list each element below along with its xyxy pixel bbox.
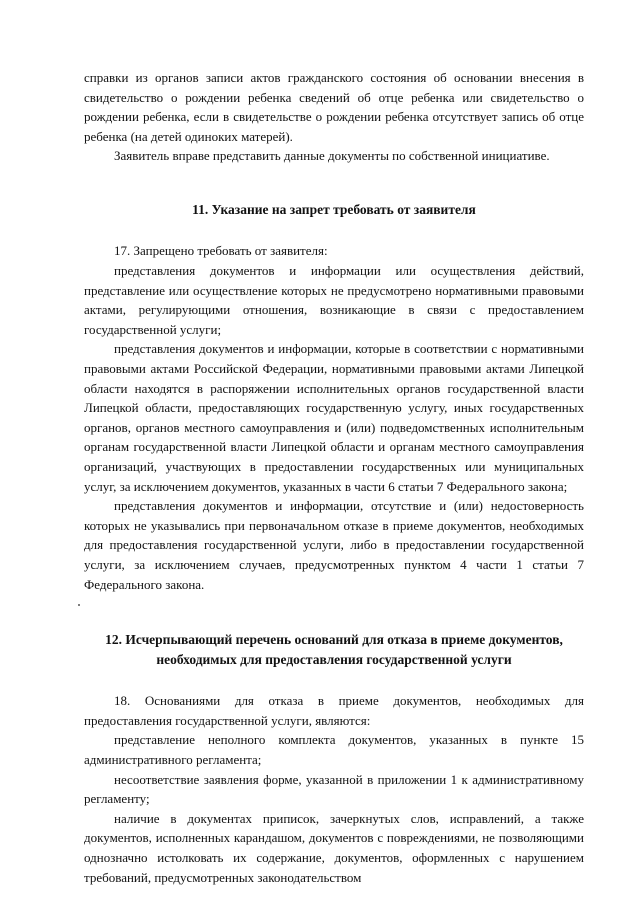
intro-paragraph-1: справки из органов записи актов гражданского состояния об основании внесения в свидетельство о рождении ребенка сведений об отце ребенка или свидетельство о рождении ребенка, если в свидетельстве о рождении ребенка отсутствует запись об отце ребенка (на детей одиноких матерей). — [84, 70, 584, 144]
intro-block — [84, 68, 584, 166]
section-12-paragraph-2: представление неполного комплекта документов, указанных в пункте 15 административного регламента; — [84, 732, 584, 767]
section-11-body — [84, 241, 584, 594]
section-11-paragraph-2: представления документов и информации или осуществления действий, представление или осуществление которых не предусмотрено нормативными правовыми актами, регулирующими отношения, возникающие в связи с предоставлением государственной услуги; — [84, 263, 584, 337]
section-11-paragraph-1: 17. Запрещено требовать от заявителя: — [114, 243, 328, 259]
section-12-paragraph-3: несоответствие заявления форме, указанной в приложении 1 к административному регламенту; — [84, 771, 584, 807]
section-11-paragraph-3: представления документов и информации, которые в соответствии с нормативными правовыми актами Российской Федерации, нормативными правовыми актами Липецкой области находятся в распоряжении исполнительных органов государственной власти Липецкой области, предоставляющих государственную услугу, иных государственных органов, органов местного самоуправления и (или) подведомственных исполнительным органам государственной власти Липецкой области и органам местного самоуправления организаций, участвующих в предоставлении государственных или муниципальных услуг, за исключением документов, указанных в части 6 статьи 7 Федерального закона; — [84, 341, 584, 494]
intro-paragraph-2: Заявитель вправе представить данные документы по собственной инициативе. — [114, 148, 550, 164]
section-12-paragraph-4: наличие в документах приписок, зачеркнутых слов, исправлений, а также документов, исполненных карандашом, документов с повреждениями, не позволяющими однозначно истолковать их содержание, документов, оформленных с нарушением требований, предусмотренных законодательством — [84, 810, 584, 885]
section-12-body — [84, 691, 584, 887]
section-11-heading: 11. Указание на запрет требовать от заявителя — [192, 201, 476, 217]
section-12-heading: 12. Исчерпывающий перечень оснований для отказа в приеме документов, необходимых для предоставления государственной услуги — [105, 632, 563, 667]
section-12-paragraph-1: 18. Основаниями для отказа в приеме документов, необходимых для предоставления государственной услуги, являются: — [84, 693, 584, 728]
section-11-paragraph-4: представления документов и информации, отсутствие и (или) недостоверность которых не указывались при первоначальном отказе в приеме документов, необходимых для предоставления государственной услуги, либо в предоставлении государственной услуги, за исключением случаев, предусмотренных пунктом 4 части 1 статьи 7 Федерального закона. — [84, 498, 584, 592]
scan-speck — [78, 604, 80, 606]
